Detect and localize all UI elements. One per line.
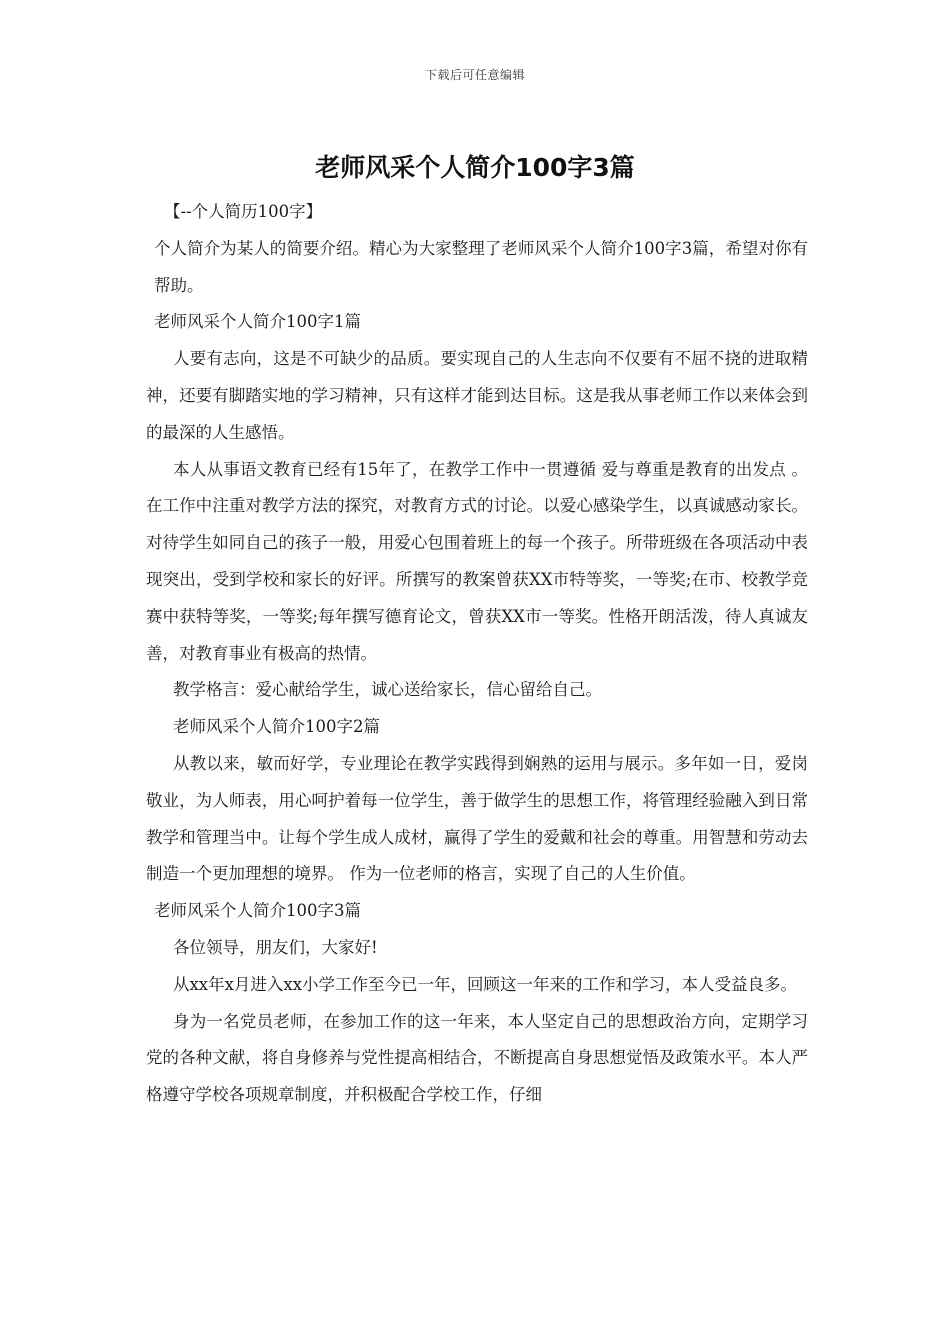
section-1-paragraph: 本人从事语文教育已经有15年了，在教学工作中一贯遵循 爱与尊重是教育的出发点 。在工作中注重对教学方法的探究，对教育方式的讨论。以爱心感染学生，以真诚感动家长。对待学生如同自己的孩子一般，用爱心包围着班上的每一个孩子。所带班级在各项活动中表现突出，受到学校和家长的好评。所撰写的教案曾获XX市特等奖，一等奖;在市、校教学竞赛中获特等奖，一等奖;每年撰写德育论文，曾获XX市一等奖。性格开朗活泼，待人真诚友善，对教育事业有极高的热情。 bbox=[146, 459, 808, 663]
section-1-paragraph: 人要有志向，这是不可缺少的品质。要实现自己的人生志向不仅要有不屈不挠的进取精神，还要有脚踏实地的学习精神，只有这样才能到达目标。这是我从事老师工作以来体会到的最深的人生感悟。 bbox=[146, 349, 808, 442]
header-note: 下载后可任意编辑 bbox=[424, 68, 525, 82]
intro-paragraph: 个人简介为某人的简要介绍。精心为大家整理了老师风采个人简介100字3篇，希望对你有帮助。 bbox=[154, 238, 808, 295]
section-2-heading: 老师风采个人简介100字2篇 bbox=[173, 717, 380, 737]
section-3-paragraph: 从xx年x月进入xx小学工作至今已一年，回顾这一年来的工作和学习，本人受益良多。 bbox=[173, 974, 798, 994]
section-1-heading: 老师风采个人简介100字1篇 bbox=[154, 312, 361, 332]
section-3-paragraph: 身为一名党员老师，在参加工作的这一年来，本人坚定自己的思想政治方向，定期学习党的各种文献，将自身修养与党性提高相结合，不断提高自身思想觉悟及政策水平。本人严格遵守学校各项规章制度，并积极配合学校工作，仔细 bbox=[146, 1011, 808, 1105]
tag-line: 【--个人简历100字】 bbox=[164, 202, 323, 221]
section-3-heading: 老师风采个人简介100字3篇 bbox=[154, 901, 361, 921]
section-1-motto: 教学格言：爱心献给学生，诚心送给家长，信心留给自己。 bbox=[173, 680, 602, 700]
document-body bbox=[146, 194, 808, 1114]
section-3-greeting: 各位领导，朋友们，大家好! bbox=[173, 937, 378, 957]
section-2-paragraph: 从教以来，敏而好学，专业理论在教学实践得到娴熟的运用与展示。多年如一日，爱岗敬业，为人师表，用心呵护着每一位学生，善于做学生的思想工作，将管理经验融入到日常教学和管理当中。让每个学生成人成材，赢得了学生的爱戴和社会的尊重。用智慧和劳动去制造一个更加理想的境界。 作为一位老师的格言，实现了自己的人生价值。 bbox=[146, 753, 808, 884]
document-title: 老师风采个人简介100字3篇 bbox=[315, 153, 635, 182]
